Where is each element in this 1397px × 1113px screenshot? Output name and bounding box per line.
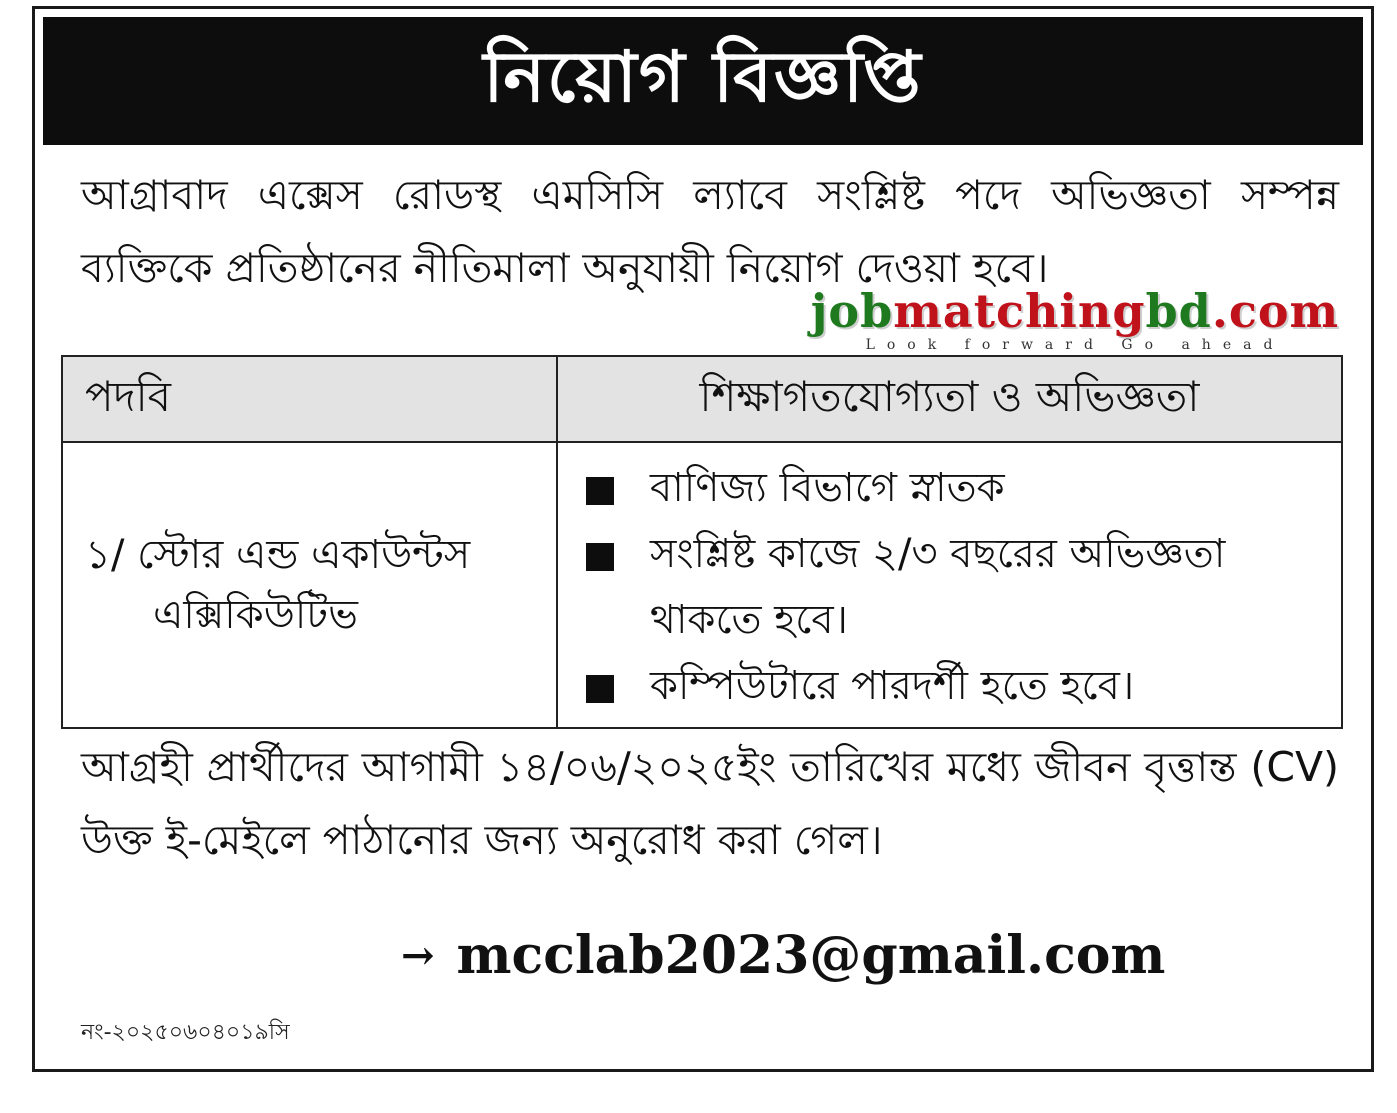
watermark-logo-text [805, 285, 1345, 337]
post-title-line1: ১/ স্টোর এন্ড একাউন্টস [85, 532, 471, 578]
job-advertisement [32, 6, 1374, 1072]
square-bullet-icon [586, 675, 614, 703]
watermark-part-bd: bd [1145, 284, 1212, 338]
site-watermark [805, 285, 1345, 353]
closing-paragraph: আগ্রহী প্রার্থীদের আগামী ১৪/০৬/২০২৫ইং তারিখের মধ্যে জীবন বৃত্তান্ত (CV) উক্ত ই-মেইলে পাঠানোর জন্য অনুরোধ করা গেল। [81, 743, 1339, 864]
header-post: পদবি [62, 356, 557, 442]
square-bullet-icon [586, 477, 614, 505]
header-requirements: শিক্ষাগতযোগ্যতা ও অভিজ্ঞতা [557, 356, 1342, 442]
list-item [586, 455, 1341, 521]
post-cell [62, 442, 557, 728]
intro-paragraph: আগ্রাবাদ এক্সেস রোডস্থ এমসিসি ল্যাবে সংশ্লিষ্ট পদে অভিজ্ঞতা সম্পন্ন ব্যক্তিকে প্রতিষ্ঠানের নীতিমালা অনুযায়ী নিয়োগ দেওয়া হবে। [81, 171, 1339, 292]
table-row [62, 442, 1342, 728]
table-header-row [62, 356, 1342, 442]
job-table [61, 355, 1343, 729]
list-item [586, 653, 1341, 719]
watermark-part-matching: matching [893, 284, 1146, 338]
post-title-line2: এক্সিকিউটিভ [153, 592, 358, 638]
watermark-part-com: .com [1211, 284, 1340, 338]
header-banner [43, 17, 1363, 145]
reference-number: নং-২০২৫০৬০৪০১৯সি [81, 1020, 290, 1045]
requirement-text: বাণিজ্য বিভাগে স্নাতক [650, 465, 1005, 511]
email-address: mcclab2023@gmail.com [456, 925, 1166, 986]
arrow-right-icon: → [401, 932, 435, 979]
list-item [586, 521, 1341, 653]
requirement-text: সংশ্লিষ্ট কাজে ২/৩ বছরের অভিজ্ঞতা থাকতে হবে। [650, 531, 1226, 643]
requirements-list [586, 455, 1341, 719]
contact-email-line [401, 925, 1165, 986]
requirement-text: কম্পিউটারে পারদর্শী হতে হবে। [650, 663, 1135, 709]
watermark-tagline: Look forward Go ahead [865, 337, 1285, 353]
requirements-cell [557, 442, 1342, 728]
ad-title: নিয়োগ বিজ্ঞপ্তি [483, 35, 923, 118]
watermark-part-job: job [810, 284, 894, 338]
square-bullet-icon [586, 543, 614, 571]
